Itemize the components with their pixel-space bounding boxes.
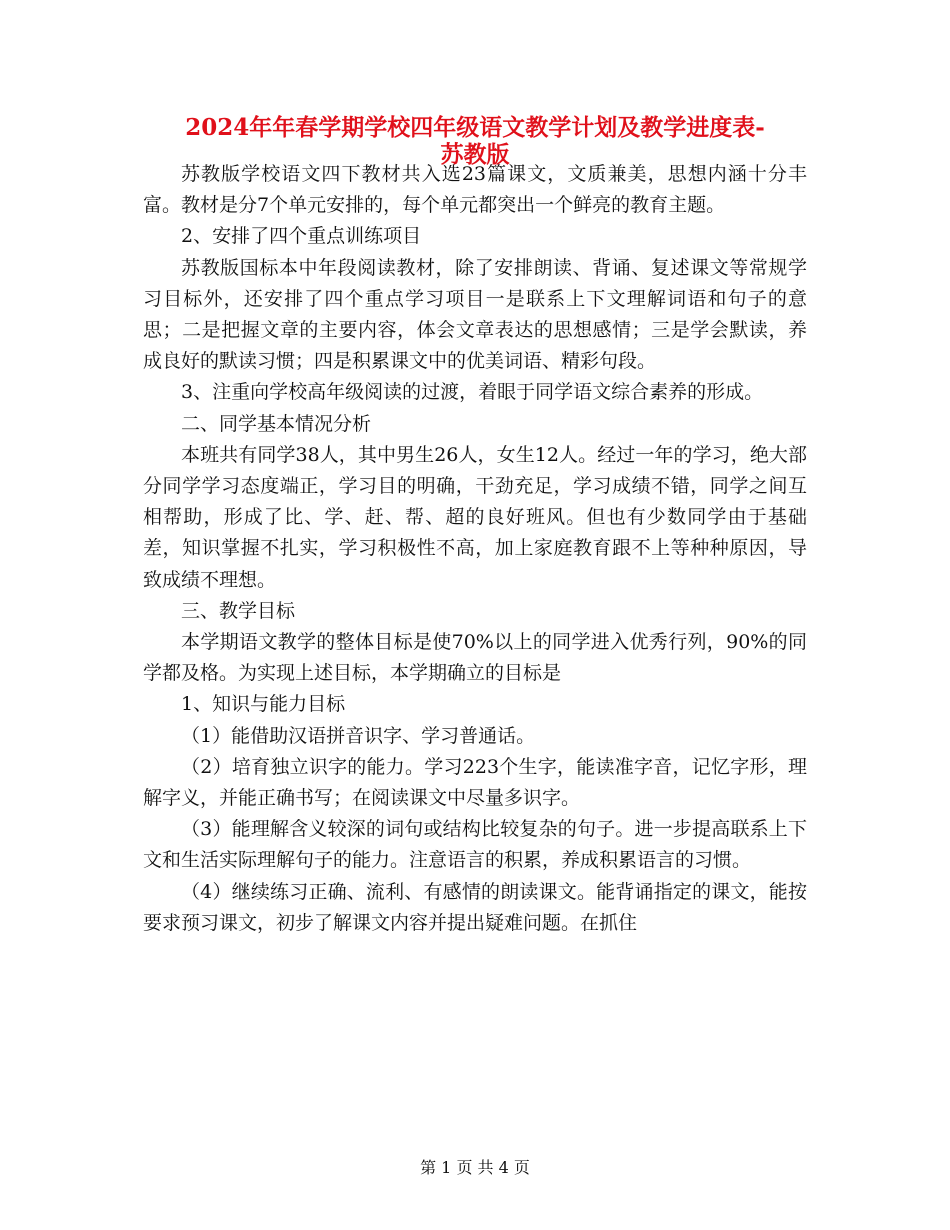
list-item: （3）能理解含义较深的词句或结构比较复杂的句子。进一步提高联系上下文和生活实际理解句子的能力。注意语言的积累，养成积累语言的习惯。	[143, 818, 807, 872]
section-heading: 1、知识与能力目标	[181, 693, 346, 716]
list-item: （2）培育独立识字的能力。学习223个生字，能读准字音，记忆字形，理解字义，并能正确书写；在阅读课文中尽量多识字。	[143, 755, 807, 810]
section-heading: 二、同学基本情况分析	[181, 412, 372, 435]
section-heading: 2、安排了四个重点训练项目	[181, 225, 422, 248]
paragraph: 苏教版学校语文四下教材共入选23篇课文，文质兼美，思想内涵十分丰富。教材是分7个单元安排的，每个单元都突出一个鲜亮的教育主题。	[143, 163, 807, 217]
list-item: （4）继续练习正确、流利、有感情的朗读课文。能背诵指定的课文，能按要求预习课文，初步了解课文内容并提出疑难问题。在抓住	[143, 880, 807, 934]
paragraph: 3、注重向学校高年级阅读的过渡，着眼于同学语文综合素养的形成。	[181, 381, 764, 404]
title-line-1: 2024年年春学期学校四年级语文教学计划及教学进度表-	[185, 114, 765, 141]
section-heading: 三、教学目标	[181, 599, 296, 622]
title-line-2: 苏教版	[440, 141, 510, 168]
document-body	[143, 159, 807, 939]
paragraph: 本班共有同学38人，其中男生26人，女生12人。经过一年的学习，绝大部分同学学习态度端正，学习目的明确，干劲充足，学习成绩不错，同学之间互相帮助，形成了比、学、赶、帮、超的良好班风。但也有少数同学由于基础差，知识掌握不扎实，学习积极性不高，加上家庭教育跟不上等种种原因，导致成绩不理想。	[143, 443, 807, 591]
paragraph: 本学期语文教学的整体目标是使70%以上的同学进入优秀行列，90%的同学都及格。为实现上述目标，本学期确立的目标是	[143, 631, 807, 685]
list-item: （1）能借助汉语拼音识字、学习普通话。	[181, 724, 536, 747]
page-footer: 第 1 页 共 4 页	[420, 1158, 530, 1177]
paragraph: 苏教版国标本中年段阅读教材，除了安排朗读、背诵、复述课文等常规学习目标外，还安排了四个重点学习项目一是联系上下文理解词语和句子的意思；二是把握文章的主要内容，体会文章表达的思想感情；三是学会默读，养成良好的默读习惯；四是积累课文中的优美词语、精彩句段。	[143, 256, 807, 373]
